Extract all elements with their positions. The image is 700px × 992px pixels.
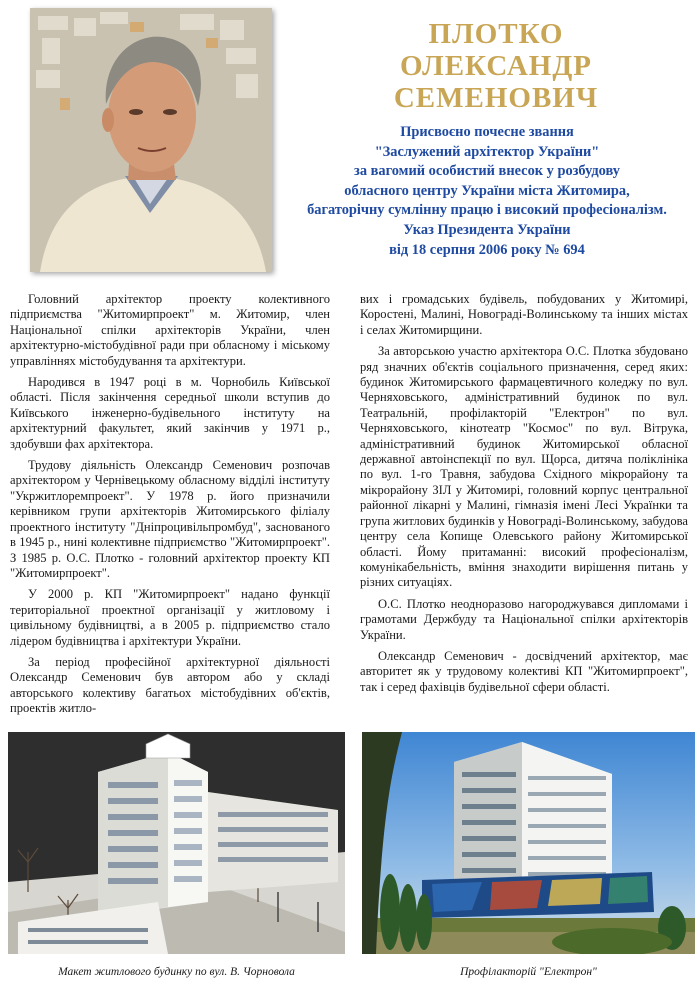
paragraph: Народився в 1947 році в м. Чорнобиль Київської області. Після закінчення середньої школи вступив до Київського інженерно-будівельного інституту на архітектурний факультет, який закінчив у 1971 р., здобувши фах архітектора. (10, 375, 330, 451)
portrait-illustration (30, 8, 272, 272)
paragraph-continuation: вих і громадських будівель, побудованих у Житомирі, Коростені, Малині, Новограді-Волинському та інших містах і селах Житомирщини. (360, 292, 688, 337)
decree-line: обласного центру України міста Житомира, (344, 182, 630, 199)
person-name-heading (300, 18, 692, 114)
elektron-building-photo (362, 732, 695, 954)
paragraph: Трудову діяльність Олександр Семенович розпочав архітектором у Чернівецькому обласному відділі інституту "Укржитлоремпроект". У 1978 р. його призначили керівником групи архітекторів Житомирського філіалу проектного інституту "Дніпроцивільпромбуд", заснованого в 1945 р., нині колективне підприємство "Житомирпроект". З 1985 р. О.С. Плотко - головний архітектор проекту КП "Житомирпроект". (10, 458, 330, 580)
paragraph: За авторською участю архітектора О.С. Плотка збудовано ряд значних об'єктів соціального призначення, серед яких: будинок Житомирського фармацевтичного коледжу по вул. Черняховського, адміністративний будинок по вул. Театральній, профілакторій "Електрон" по вул. Черняховського, кінотеатр "Космос" по вул. Вітрука, адміністративний будинок Житомирської обласної державної автоінспекції по вул. Щорса, дитяча поліклініка по вул. 1-го Травня, забудова Східного мікрорайону та мікрорайону ЗІЛ у Житомирі, головний корпус центральної районної лікарні у Малині, гімназія імені Лесі Українки та група житлових будинків у Новограді-Волинському, забудова центру села Копище Олевського району Житомирської області. Йому притаманні: високий професіоналізм, комунікабельність, вміння знаходити вирішення питань у різних ситуаціях. (360, 344, 688, 590)
building-model-photo (8, 732, 345, 954)
decree-line: багаторічну сумлінну працю і високий професіоналізм. (307, 202, 667, 219)
paragraph: Головний архітектор проекту колективного підприємства "Житомирпроект" м. Житомир, член Національної спілки архітекторів України, член архітектурно-містобудівної ради при обласному і міському управліннях містобудування та архітектури. (10, 292, 330, 368)
decree-line: від 18 серпня 2006 року № 694 (389, 241, 585, 258)
honorary-title-decree (288, 123, 686, 260)
given-names: ОЛЕКСАНДР СЕМЕНОВИЧ (393, 50, 599, 114)
decree-line: за вагомий особистий внесок у розбудову (354, 163, 620, 180)
decree-line: Указ Президента України (403, 221, 571, 238)
paragraph: За період професійної архітектурної діяльності Олександр Семенович був автором або у складі авторського колективу багатьох містобудівних об'єктів, проектів житло- (10, 654, 330, 716)
decree-line: Присвоєно почесне звання (400, 124, 574, 140)
photo-caption-elektron: Профілакторій "Електрон" (460, 966, 597, 978)
building-model-illustration (8, 732, 345, 954)
elektron-building-illustration (362, 732, 695, 954)
body-column-left (10, 292, 330, 723)
photo-caption-model: Макет житлового будинку по вул. В. Чорновола (58, 966, 295, 978)
paragraph: Олександр Семенович - досвідчений архітектор, має авторитет як у трудовому колективі КП "Житомирпроект", так і серед фахівців будівельної сфери області. (360, 648, 688, 694)
portrait-photo (30, 8, 272, 272)
paragraph: О.С. Плотко неодноразово нагороджувався дипломами і грамотами Держбуду та Національної спілки архітекторів України. (360, 596, 688, 642)
body-column-right (360, 292, 688, 701)
paragraph: У 2000 р. КП "Житомирпроект" надано функції територіальної проектної організації у житловому і цивільному будівництві, а в 2005 р. підприємство стало лідером будівництва і архітектури України. (10, 587, 330, 648)
decree-line: "Заслужений архітектор України" (374, 143, 600, 160)
surname: ПЛОТКО (428, 18, 564, 50)
